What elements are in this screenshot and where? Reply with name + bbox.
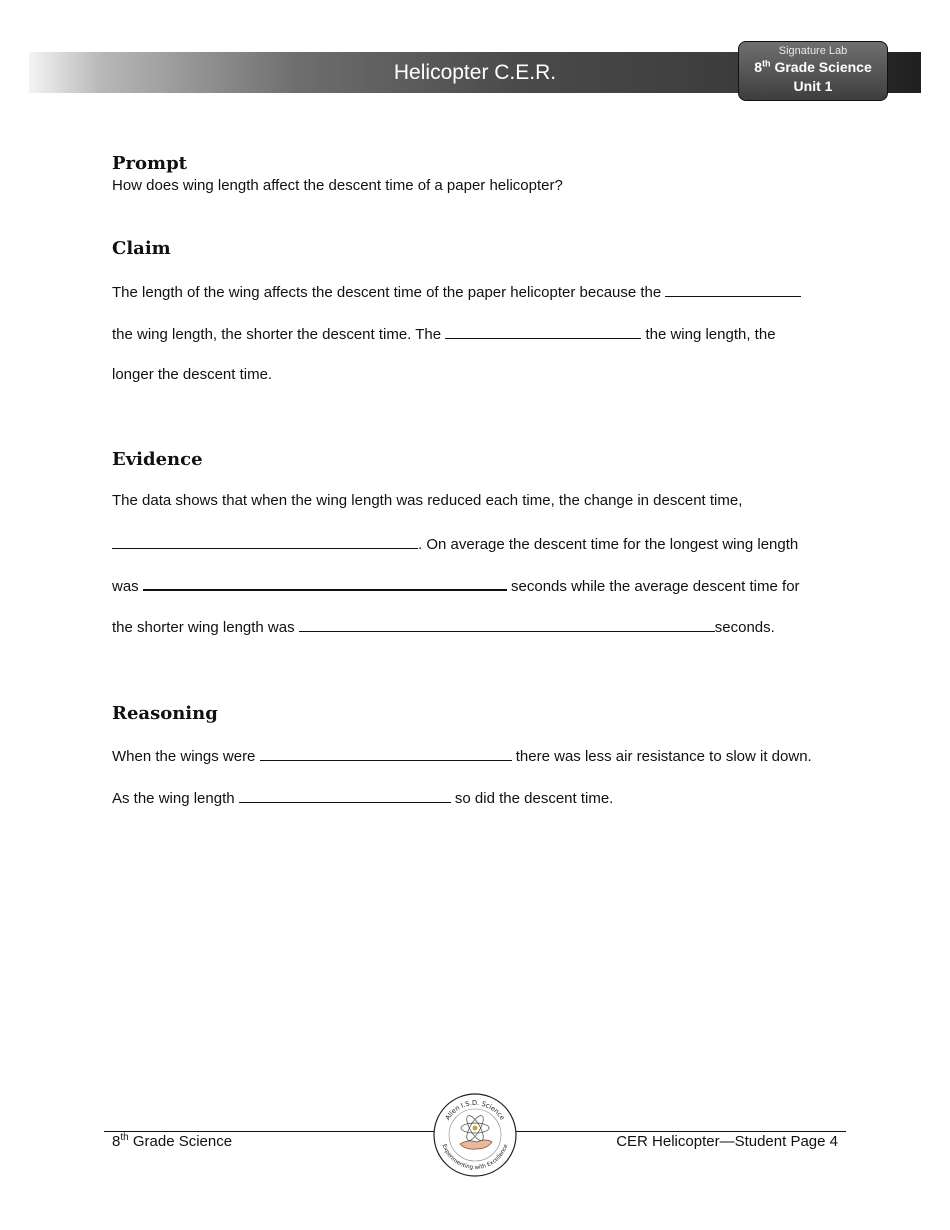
evidence-heading: Evidence [112,449,203,470]
page-title: Helicopter C.E.R. [393,61,557,84]
evidence-line-1: The data shows that when the wing length was reduced each time, the change in descent time, [112,492,743,509]
evidence-line-4b-text: seconds. [714,619,775,636]
reasoning-line-2 [112,788,613,809]
badge-grade-rest: Grade Science [774,59,872,75]
claim-blank-1[interactable] [665,282,801,297]
claim-line-1 [112,282,801,303]
reasoning-line-1 [112,746,812,767]
badge-subtitle: Signature Lab [778,45,848,57]
allen-isd-science-logo [432,1092,518,1178]
claim-line-1-text: The length of the wing affects the descent time of the paper helicopter because the [112,284,662,301]
reasoning-blank-2[interactable] [239,788,451,803]
footer-page-label: CER Helicopter—Student Page 4 [616,1133,838,1150]
reasoning-heading: Reasoning [112,703,218,724]
badge-unit: Unit 1 [793,78,833,94]
footer-grade-rest: Grade Science [132,1133,233,1150]
claim-heading: Claim [112,238,171,259]
footer-grade [112,1132,232,1152]
badge-grade-number: 8 [754,59,763,75]
unit-badge [738,41,888,101]
evidence-line-3a-text: was [112,578,139,595]
reasoning-line-2a-text: As the wing length [112,790,235,807]
logo-bottom-text: Experimenting with Excellence [440,1143,510,1172]
evidence-line-2-text: . On average the descent time for the longest wing length [418,536,799,553]
claim-blank-2[interactable] [445,324,641,339]
evidence-blank-1[interactable] [112,534,418,549]
logo-top-text: Allen I.S.D. Science [443,1098,507,1122]
claim-line-2a-text: the wing length, the shorter the descent time. The [112,326,442,343]
reasoning-line-2b-text: so did the descent time. [454,790,614,807]
evidence-line-4a-text: the shorter wing length was [112,619,295,636]
evidence-line-3 [112,575,800,597]
evidence-line-3b-text: seconds while the average descent time for [511,578,800,595]
reasoning-line-1b-text: there was less air resistance to slow it down. [515,748,812,765]
evidence-blank-3[interactable] [299,617,715,632]
badge-grade [739,58,887,77]
reasoning-blank-1[interactable] [260,746,512,761]
claim-line-2b-text: the wing length, the [645,326,776,343]
claim-line-3: longer the descent time. [112,366,273,383]
reasoning-line-1a-text: When the wings were [112,748,256,765]
prompt-text: How does wing length affect the descent time of a paper helicopter? [112,177,563,194]
footer-grade-suffix: th [120,1132,129,1143]
badge-grade-suffix: th [762,58,771,69]
prompt-heading: Prompt [112,153,187,174]
evidence-line-2 [112,534,798,555]
evidence-blank-2[interactable] [143,575,507,591]
footer-grade-number: 8 [112,1133,121,1150]
evidence-line-4 [112,617,775,638]
claim-line-2 [112,324,776,345]
